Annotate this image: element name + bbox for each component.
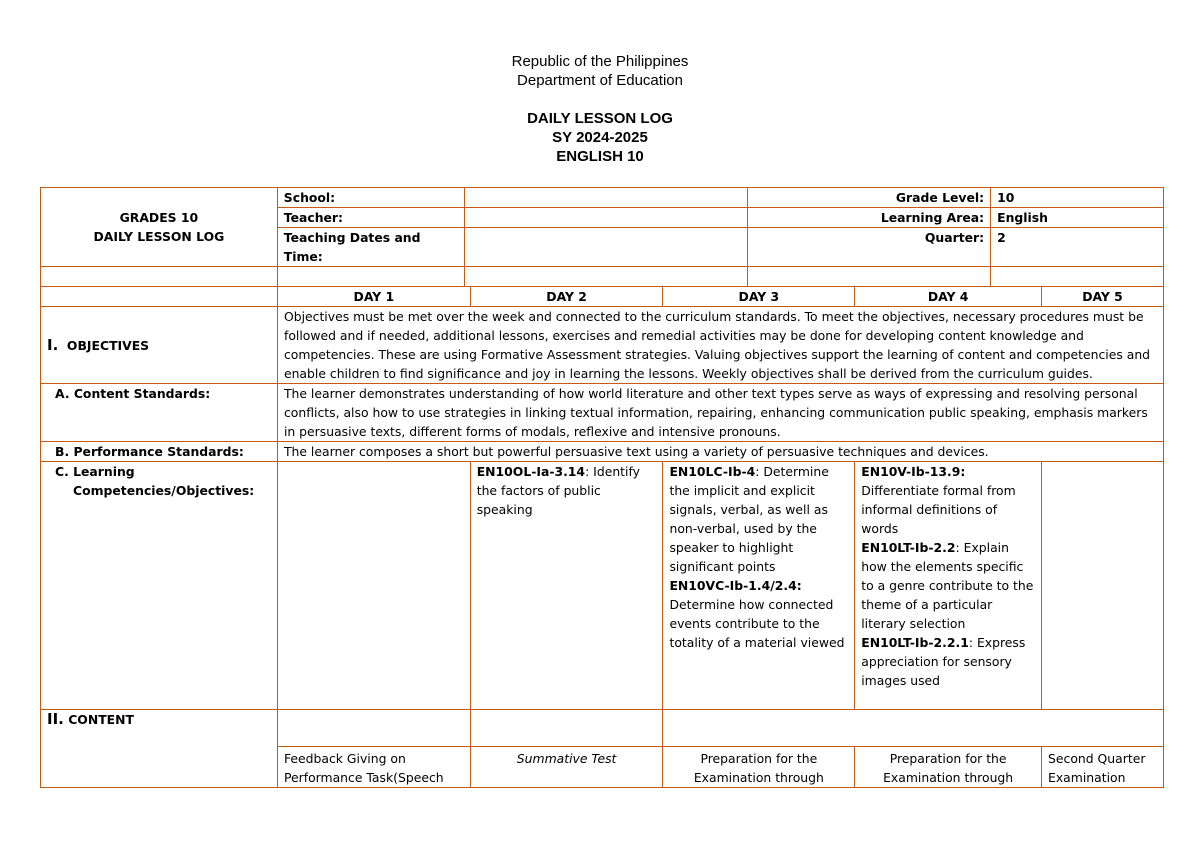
day-1-header: DAY 1 — [277, 287, 470, 307]
content-label: CONTENT — [68, 712, 134, 727]
learning-area-label: Learning Area: — [748, 208, 991, 228]
header-department: Department of Education — [517, 72, 683, 89]
competency-text: : Explain how the elements specific to a genre contribute to the theme of a particular literary selection — [861, 540, 1034, 631]
teacher-label: Teacher: — [277, 208, 464, 228]
competencies-day3 — [663, 462, 855, 710]
empty-cell — [464, 267, 748, 287]
competency-code: EN10LT-Ib-2.2 — [861, 540, 956, 555]
header-title: DAILY LESSON LOG — [527, 110, 673, 127]
empty-cell — [277, 267, 464, 287]
grade-level-label: Grade Level: — [748, 188, 991, 208]
document-header — [0, 52, 1200, 166]
day-3-header: DAY 3 — [663, 287, 855, 307]
competencies-label-line2: Competencies/Objectives: — [73, 483, 255, 498]
competency-text: Determine how connected events contribute to the totality of a material viewed — [669, 597, 845, 650]
empty-cell — [41, 287, 278, 307]
school-label: School: — [277, 188, 464, 208]
teaching-dates-value — [464, 228, 748, 267]
competency-text: : Identify the factors of public speaking — [476, 464, 640, 517]
content-day1: Feedback Giving on Performance Task(Speech — [277, 747, 470, 788]
dll-label: DAILY LESSON LOG — [93, 229, 225, 244]
competencies-day5 — [1042, 462, 1164, 710]
content-numeral: II. — [47, 710, 64, 728]
competency-text: : Determine the implicit and explicit signals, verbal, as well as non-verbal, used by the speaker to highlight significant points — [669, 464, 829, 574]
objectives-label: OBJECTIVES — [66, 337, 150, 353]
header-subject: ENGLISH 10 — [556, 148, 644, 165]
content-day5: Second Quarter Examination — [1042, 747, 1164, 788]
competency-code: EN10V-Ib-13.9: — [861, 464, 966, 479]
content-standards-row — [41, 384, 1164, 442]
competencies-day2 — [470, 462, 663, 710]
competency-code: EN10LC-Ib-4 — [669, 464, 756, 479]
content-day4: Preparation for the Examination through — [855, 747, 1042, 788]
objectives-text: Objectives must be met over the week and connected to the curriculum standards. To meet the objectives, necessary procedures must be followed and if needed, additional lessons, exercises and remedial activities may be done for developing content knowledge and competencies. These are using Formative Assessment strategies. Valuing objectives support the learning of content and competencies and enable children to find significance and joy in learning the lessons. Weekly objectives shall be derived from the curriculum guides. — [277, 307, 1163, 384]
lesson-log-table — [40, 286, 1164, 788]
content-standards-label: A. Content Standards: — [41, 384, 278, 442]
competencies-label-line1: C. Learning — [55, 464, 135, 479]
empty-cell — [470, 710, 663, 747]
quarter-value: 2 — [991, 228, 1164, 267]
competencies-row — [41, 462, 1164, 710]
objectives-label-cell — [41, 307, 278, 384]
competency-text: : Express appreciation for sensory images used — [861, 635, 1026, 688]
empty-cell — [991, 267, 1164, 287]
competency-code: EN10LT-Ib-2.2.1 — [861, 635, 969, 650]
empty-cell — [748, 267, 991, 287]
day-5-header: DAY 5 — [1042, 287, 1164, 307]
empty-cell — [663, 710, 1164, 747]
competencies-label-cell — [41, 462, 278, 710]
content-day3: Preparation for the Examination through — [663, 747, 855, 788]
teaching-dates-label: Teaching Dates and Time: — [277, 228, 464, 267]
content-day2: Summative Test — [470, 747, 663, 788]
objectives-row — [41, 307, 1164, 384]
info-table — [40, 187, 1164, 287]
quarter-label: Quarter: — [748, 228, 991, 267]
day-4-header: DAY 4 — [855, 287, 1042, 307]
content-label-cell — [41, 710, 278, 788]
content-standards-text: The learner demonstrates understanding of how world literature and other text types serve as ways of expressing and resolving personal conflicts, also how to use strategies in linking textual information, repairing, enhancing communication public speaking, emphasis markers in persuasive texts, different forms of modals, reflexive and intensive pronouns. — [277, 384, 1163, 442]
grades-label: GRADES 10 — [119, 210, 199, 225]
empty-cell — [277, 710, 470, 747]
performance-standards-row — [41, 442, 1164, 462]
learning-area-value: English — [991, 208, 1164, 228]
competencies-day4 — [855, 462, 1042, 710]
competencies-day1 — [277, 462, 470, 710]
header-republic: Republic of the Philippines — [511, 53, 689, 70]
empty-cell — [41, 267, 278, 287]
performance-standards-label: B. Performance Standards: — [41, 442, 278, 462]
day-2-header: DAY 2 — [470, 287, 663, 307]
teacher-value — [464, 208, 748, 228]
day-header-row — [41, 287, 1164, 307]
competency-code: EN10OL-Ia-3.14 — [476, 464, 586, 479]
objectives-numeral: I. — [47, 335, 59, 354]
header-school-year: SY 2024-2025 — [552, 129, 648, 146]
content-row — [41, 710, 1164, 747]
grades-label-cell — [41, 188, 278, 267]
competency-code: EN10VC-Ib-1.4/2.4: — [669, 578, 802, 593]
grade-level-value: 10 — [991, 188, 1164, 208]
performance-standards-text: The learner composes a short but powerful persuasive text using a variety of persuasive techniques and devices. — [277, 442, 1163, 462]
competency-text: Differentiate formal from informal definitions of words — [861, 483, 1016, 536]
school-value — [464, 188, 748, 208]
